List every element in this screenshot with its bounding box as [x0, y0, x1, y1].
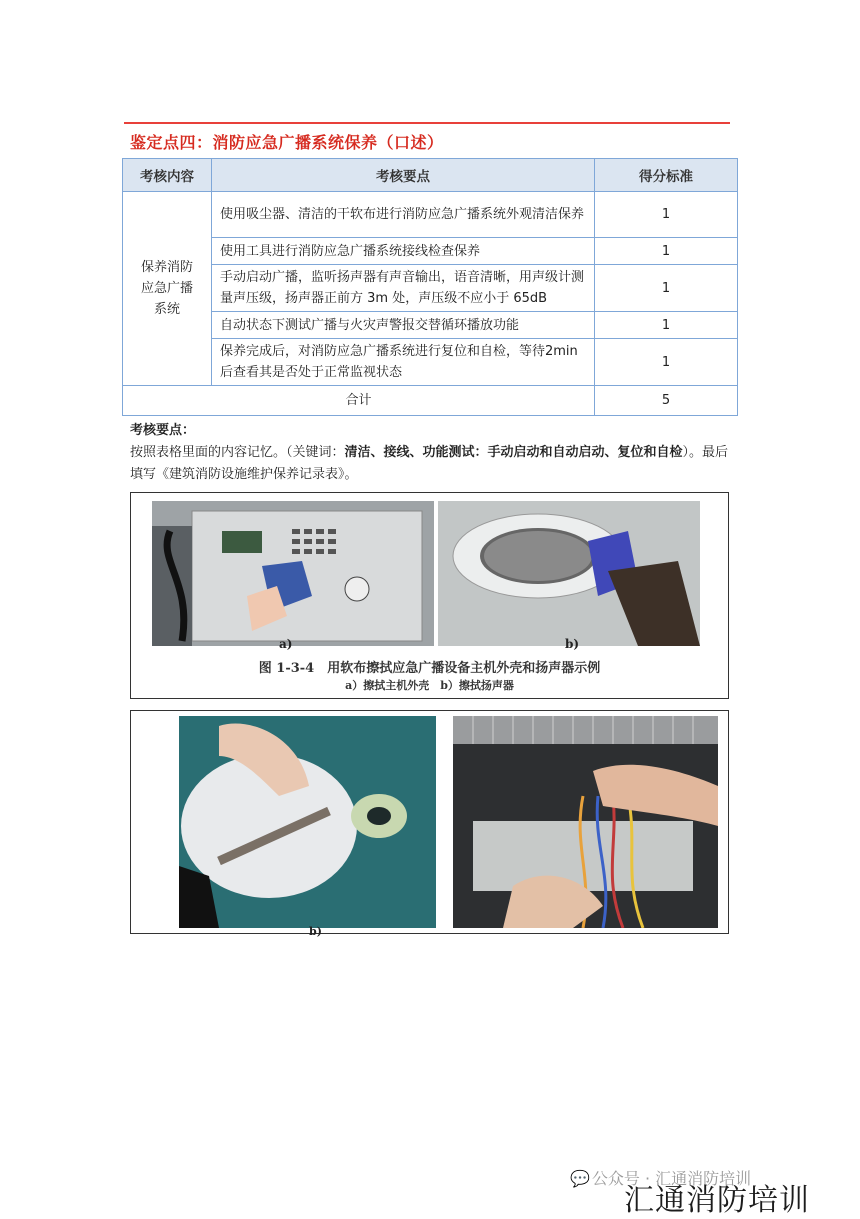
score-cell: 1 [595, 312, 738, 339]
total-score: 5 [595, 386, 738, 416]
brand-watermark: 汇通消防培训 [624, 1183, 810, 1218]
category-text: 保养消防应急广播系统 [140, 260, 193, 317]
point-cell: 自动状态下测试广播与火灾声警报交替循环播放功能 [212, 312, 595, 339]
score-cell: 1 [595, 339, 738, 386]
photo-wiring-check [453, 716, 718, 928]
key-points-paragraph [130, 442, 730, 486]
figure-1 [130, 492, 729, 699]
key-points-heading: 考核要点： [130, 423, 196, 438]
point-cell: 使用吸尘器、清洁的干软布进行消防应急广播系统外观清洁保养 [212, 192, 595, 238]
key-points-keywords: 清洁、接线、功能测试：手动启动和自动启动、复位和自检 [344, 445, 683, 460]
photo-soldering [179, 716, 436, 928]
score-cell: 1 [595, 238, 738, 265]
table-row [123, 192, 738, 238]
wechat-account: 公众号 · 汇通消防培训 [591, 1169, 752, 1188]
wechat-icon: 💬 [570, 1169, 590, 1188]
figure-2 [130, 710, 729, 938]
figure-1-label-b: b) [565, 637, 580, 651]
table-header-row [123, 159, 738, 192]
table-row [123, 312, 738, 339]
category-cell [123, 192, 212, 386]
title-divider [124, 122, 730, 124]
photo-a-host-cleaning [152, 501, 434, 646]
header-score: 得分标准 [595, 159, 738, 192]
score-cell: 1 [595, 265, 738, 312]
table-row [123, 265, 738, 312]
key-points-section [130, 420, 730, 486]
section-title: 鉴定点四：消防应急广播系统保养（口述） [130, 133, 444, 152]
score-cell: 1 [595, 192, 738, 238]
key-points-text-1: 按照表格里面的内容记忆。（关键词： [130, 445, 345, 460]
table-total-row [123, 386, 738, 416]
point-cell: 保养完成后，对消防应急广播系统进行复位和自检，等待2min 后查看其是否处于正常监视状态 [212, 339, 595, 386]
point-cell: 手动启动广播，监听扬声器有声音输出，语音清晰，用声级计测量声压级，扬声器正前方 3m 处，声压级不应小于 65dB [212, 265, 595, 312]
figure-1-caption: 图 1-3-4 用软布擦拭应急广播设备主机外壳和扬声器示例 [258, 661, 601, 676]
total-label: 合计 [123, 386, 595, 416]
figure-1-label-a: a) [279, 637, 293, 651]
key-points-text-2: ）。最后填写《建筑消防设施维护保养记录表》。 [130, 445, 729, 482]
table-row [123, 339, 738, 386]
assessment-table [122, 158, 738, 416]
point-cell: 使用工具进行消防应急广播系统接线检查保养 [212, 238, 595, 265]
figure-2-label-b: b) [309, 925, 322, 938]
header-content: 考核内容 [123, 159, 212, 192]
header-points: 考核要点 [212, 159, 595, 192]
table-row [123, 238, 738, 265]
figure-1-subcaption: a）擦拭主机外壳 b）擦拭扬声器 [345, 679, 514, 692]
photo-b-speaker-cleaning [438, 501, 700, 646]
